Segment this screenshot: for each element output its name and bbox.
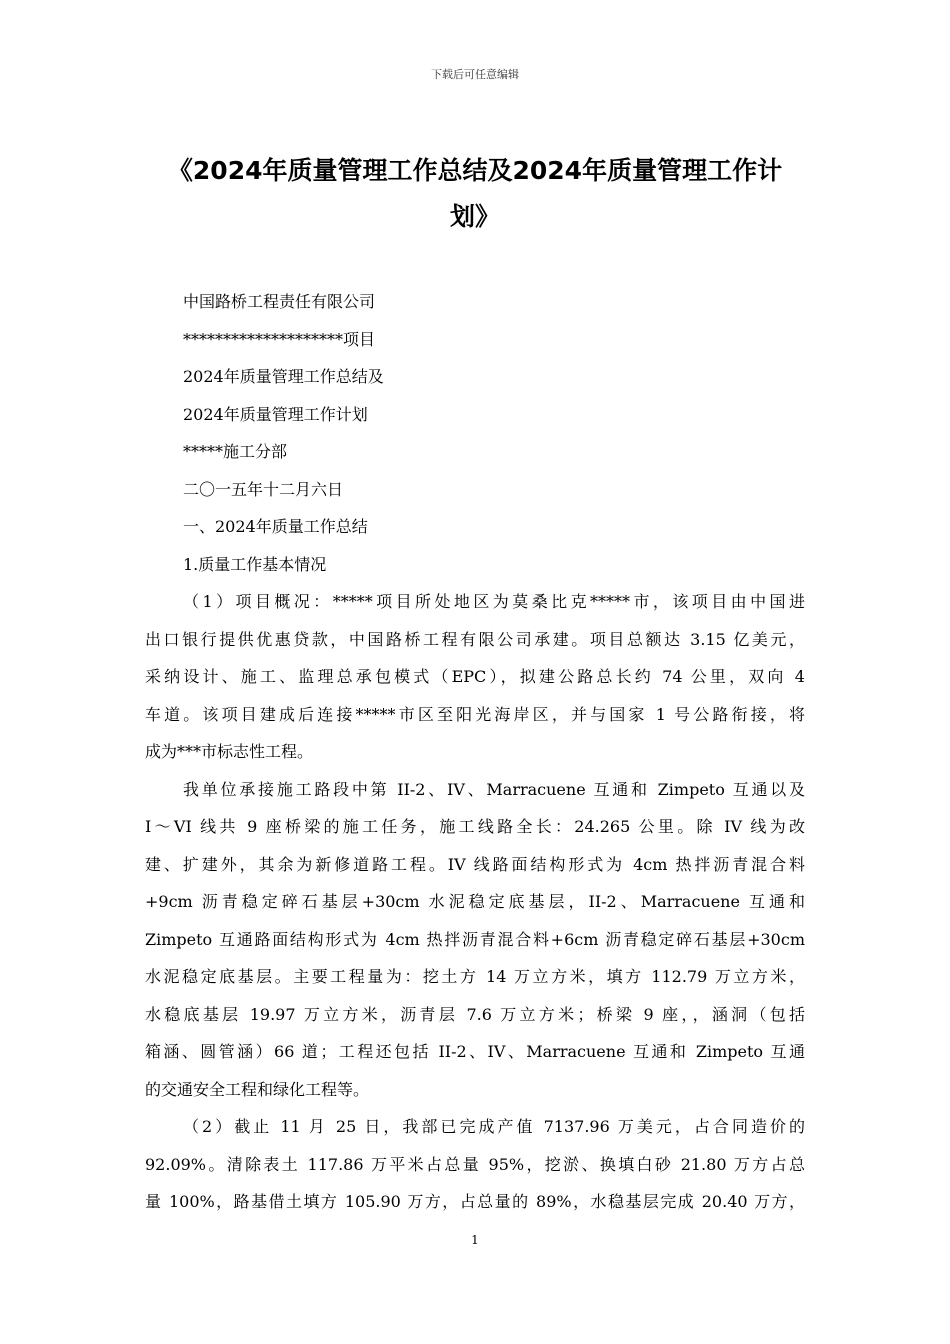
title-line-2: 划》 bbox=[449, 202, 500, 231]
subtitle-line-2: 2024年质量管理工作计划 bbox=[183, 404, 368, 424]
project-name: ********************项目 bbox=[183, 329, 376, 349]
paragraph-line: 采纳设计、施工、监理总承包模式（EPC），拟建公路总长约 74 公里，双向 4 bbox=[145, 667, 805, 686]
paragraph-line: 出口银行提供优惠贷款，中国路桥工程有限公司承建。项目总额达 3.15 亿美元， bbox=[145, 629, 805, 649]
paragraph-line: 水稳底基层 19.97 万立方米，沥青层 7.6 万立方米；桥梁 9 座，，涵洞（包括 bbox=[145, 1004, 805, 1024]
paragraph-line: Ⅰ～VI 线共 9 座桥梁的施工任务，施工线路全长：24.265 公里。除 IV 线为改 bbox=[145, 817, 805, 836]
paragraph-line: 我单位承接施工路段中第 II-2、IV、Marracuene 互通和 Zimpeto 互通以及 bbox=[183, 779, 805, 799]
paragraph-line: 量 100%，路基借土填方 105.90 万方，占总量的 89%，水稳基层完成 20.40 万方， bbox=[145, 1192, 805, 1211]
section-heading-2: 1.质量工作基本情况 bbox=[183, 554, 327, 574]
paragraph-line: 的交通安全工程和绿化工程等。 bbox=[145, 1079, 370, 1099]
paragraph-line: 车道。该项目建成后连接*****市区至阳光海岸区，并与国家 1 号公路衔接，将 bbox=[145, 704, 805, 724]
paragraph-3 bbox=[145, 1108, 805, 1221]
paragraph-1 bbox=[145, 583, 805, 771]
document-date: 二〇一五年十二月六日 bbox=[183, 479, 344, 499]
paragraph-line: 箱涵、圆管涵）66 道；工程还包括 II-2、IV、Marracuene 互通和 Zimpeto 互通 bbox=[145, 1042, 805, 1061]
paragraph-line: 建、扩建外，其余为新修道路工程。IV 线路面结构形式为 4cm 热拌沥青混合料 bbox=[145, 854, 805, 874]
section-heading-1: 一、2024年质量工作总结 bbox=[183, 517, 368, 536]
paragraph-2 bbox=[145, 771, 805, 1109]
paragraph-line: （1）项目概况：*****项目所处地区为莫桑比克*****市，该项目由中国进 bbox=[183, 592, 805, 611]
company-name: 中国路桥工程责任有限公司 bbox=[183, 292, 376, 311]
paragraph-line: 水泥稳定底基层。主要工程量为：挖土方 14 万立方米，填方 112.79 万立方米， bbox=[145, 967, 805, 986]
page-number: 1 bbox=[471, 1233, 479, 1247]
paragraph-line: 92.09%。清除表土 117.86 万平米占总量 95%，挖淤、换填白砂 21.80 万方占总 bbox=[145, 1154, 805, 1174]
paragraph-line: 成为***市标志性工程。 bbox=[145, 742, 314, 761]
title-line-1: 《2024年质量管理工作总结及2024年质量管理工作计 bbox=[167, 156, 783, 185]
department-name: *****施工分部 bbox=[183, 442, 288, 461]
paragraph-line: Zimpeto 互通路面结构形式为 4cm 热拌沥青混合料+6cm 沥青稳定碎石基层+30cm bbox=[145, 929, 805, 949]
subtitle-line-1: 2024年质量管理工作总结及 bbox=[183, 367, 384, 386]
paragraph-line: +9cm 沥青稳定碎石基层+30cm 水泥稳定底基层，II-2、Marracuene 互通和 bbox=[145, 892, 805, 911]
paragraph-line: （2）截止 11 月 25 日，我部已完成产值 7137.96 万美元，占合同造价的 bbox=[183, 1117, 805, 1136]
document-title bbox=[130, 148, 820, 240]
page-header-note: 下载后可任意编辑 bbox=[431, 68, 519, 81]
document-body bbox=[145, 283, 805, 1221]
